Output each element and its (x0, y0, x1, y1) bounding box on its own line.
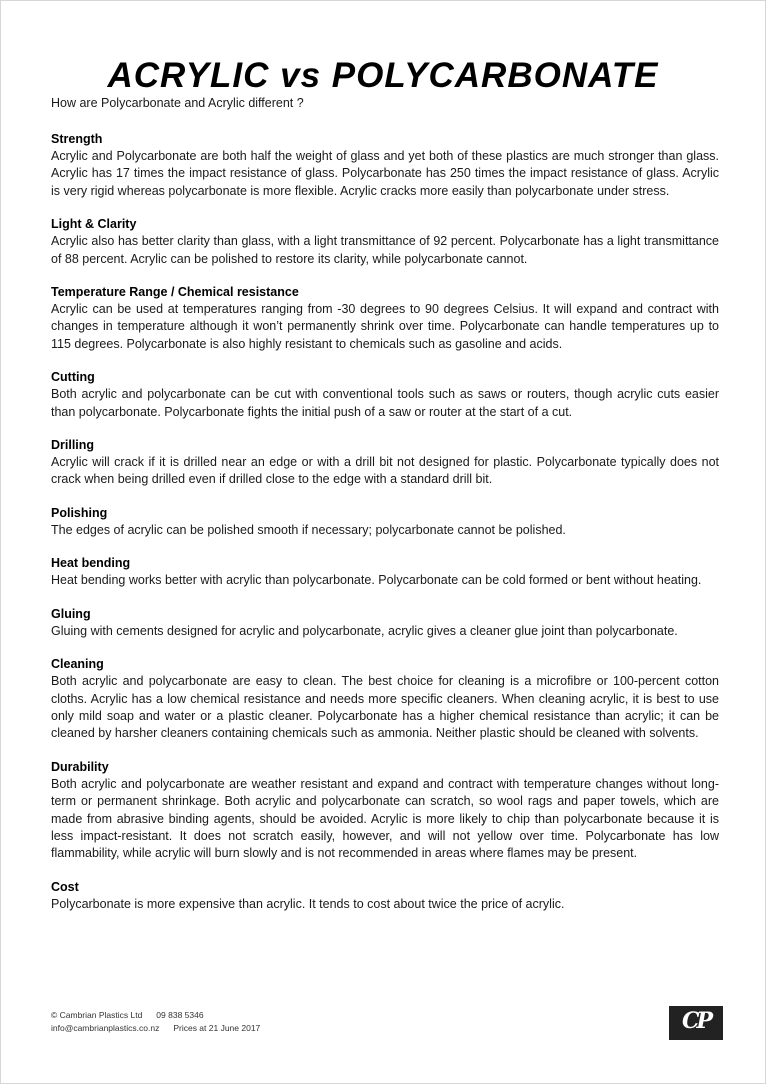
footer-company: © Cambrian Plastics Ltd (51, 1010, 143, 1020)
intro-text: How are Polycarbonate and Acrylic different ? (51, 96, 304, 110)
section-durability (51, 759, 719, 863)
section-heading: Gluing (51, 606, 91, 621)
section-light-clarity (51, 216, 719, 268)
section-strength (51, 131, 719, 200)
document-title: ACRYLIC vs POLYCARBONATE (107, 56, 659, 95)
section-text: Both acrylic and polycarbonate can be cut with conventional tools such as saws or routers, though acrylic cuts easier than polycarbonate. Polycarbonate fights the initial push of a saw or router at the start of a cut. (51, 387, 719, 419)
section-heading: Cutting (51, 370, 95, 385)
footer-line-2 (51, 1022, 260, 1035)
section-text: Acrylic will crack if it is drilled near an edge or with a drill bit not designed for plastic. Polycarbonate typically does not crack when being drilled even if drilled close to the edge with a standard drill bit. (51, 455, 719, 487)
section-polishing (51, 505, 719, 539)
section-text: The edges of acrylic can be polished smooth if necessary; polycarbonate cannot be polished. (51, 522, 566, 537)
footer-phone: 09 838 5346 (156, 1010, 204, 1020)
section-cost (51, 879, 719, 913)
section-heading: Light & Clarity (51, 217, 137, 232)
section-heading: Durability (51, 759, 109, 774)
section-heading: Strength (51, 132, 103, 146)
section-text: Polycarbonate is more expensive than acrylic. It tends to cost about twice the price of acrylic. (51, 896, 565, 911)
section-drilling (51, 437, 719, 489)
footer-email: info@cambrianplastics.co.nz (51, 1023, 160, 1033)
section-heat-bending (51, 555, 719, 589)
section-text: Gluing with cements designed for acrylic and polycarbonate, acrylic gives a cleaner glue joint than polycarbonate. (51, 623, 678, 638)
footer-prices-note: Prices at 21 June 2017 (173, 1023, 261, 1033)
footer (51, 1009, 260, 1035)
section-text: Both acrylic and polycarbonate are easy to clean. The best choice for cleaning is a microfibre or 100-percent cotton cloths. Acrylic has a low chemical resistance and needs more specific cleaners. When cleaning acrylic, it is best to use only mild soap and water or a plastic cleaner. Polycarbonate has a higher chemical resistance than acrylic; it can be cleaned by harsher cleaners containing chemicals such as ammonia. Neither plastic should be cleaned with solvents. (51, 674, 719, 741)
section-text: Acrylic also has better clarity than glass, with a light transmittance of 92 percent. Polycarbonate has a light transmittance of 88 percent. Acrylic can be polished to restore its clarity, while polycarbonate cannot. (51, 234, 719, 266)
company-logo (669, 1006, 723, 1040)
section-cutting (51, 369, 719, 421)
section-heading: Heat bending (51, 556, 131, 571)
footer-line-1 (51, 1009, 260, 1022)
content (51, 131, 719, 929)
section-heading: Drilling (51, 438, 95, 453)
section-text: Both acrylic and polycarbonate are weather resistant and expand and contract with temperature changes without long-term or permanent shrinkage. Both acrylic and polycarbonate can scratch, so wool rags and paper towels, which are made from abrasive binding agents, should be avoided. Acrylic is more likely to chip than polycarbonate because it is less impact-resistant. It does not scratch easily, however, and will not yellow over time. Polycarbonate has low flammability, while acrylic will burn slowly and is not recommended in areas where flames may be present. (51, 776, 719, 861)
section-heading: Cost (51, 879, 79, 894)
section-heading: Cleaning (51, 657, 104, 672)
section-cleaning (51, 656, 719, 743)
section-heading: Temperature Range / Chemical resistance (51, 285, 299, 300)
section-text: Acrylic can be used at temperatures ranging from -30 degrees to 90 degrees Celsius. It will expand and contract with changes in temperature although it won’t permanently shrink over time. Polycarbonate can handle temperatures up to 115 degrees. Polycarbonate is also highly resistant to chemicals such as gasoline and acids. (51, 302, 719, 351)
section-heading: Polishing (51, 505, 108, 520)
section-text: Heat bending works better with acrylic than polycarbonate. Polycarbonate can be cold formed or bent without heating. (51, 573, 702, 588)
section-gluing (51, 606, 719, 640)
section-text: Acrylic and Polycarbonate are both half the weight of glass and yet both of these plastics are much stronger than glass. Acrylic has 17 times the impact resistance of glass. Polycarbonate has 250 times the impact resistance of glass. Acrylic is very rigid whereas polycarbonate is more flexible. Acrylic cracks more easily than polycarbonate under stress. (51, 149, 719, 198)
logo-text: CP (681, 1008, 711, 1034)
section-temperature (51, 284, 719, 353)
